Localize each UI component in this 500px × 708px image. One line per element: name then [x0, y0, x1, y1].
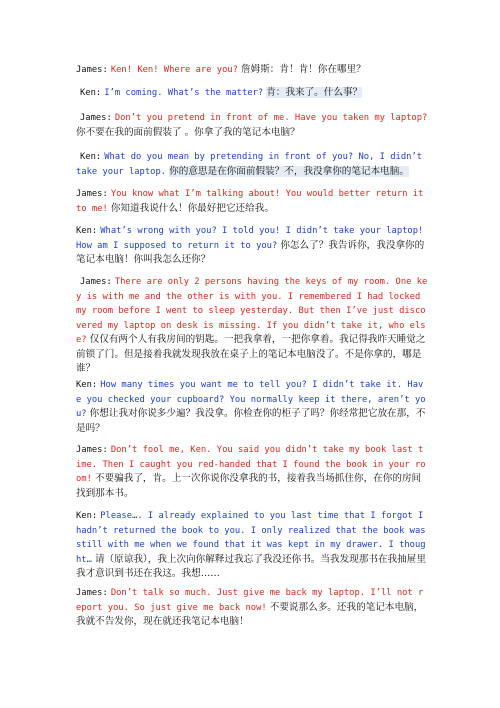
- speaker-label: James:: [76, 445, 108, 455]
- chinese-translation: 你的意思是在你面前假装？不，我没拿你的笔记本电脑。: [169, 165, 409, 177]
- chinese-translation: 请（原谅我），我上次向你解释过我忘了我没还你书。当我发现那书在我抽屉里我才意识到书还在我这。我想……: [76, 553, 426, 579]
- english-text: Don’t you pretend in front of me. Have you taken my laptop?: [114, 113, 428, 123]
- speaker-label: James:: [80, 277, 112, 287]
- chinese-translation: 你想让我对你说多少遍？我没拿。你检查你的柜子了吗？你经常把它放在那，不是吗？: [76, 408, 426, 434]
- chinese-translation: 仅仅有两个人有我房间的钥匙。一把我拿着，一把你拿着。我记得我昨天睡觉之前锁了门。但是接着我就发现我放在桌子上的笔记本电脑没了。不是你拿的，哪是谁？: [76, 334, 426, 374]
- dialogue-line-9: [76, 443, 428, 501]
- speaker-label: Ken:: [80, 152, 102, 162]
- chinese-translation: 詹姆斯：肯！肯！你在哪里？: [241, 64, 366, 75]
- english-text: There are only 2 persons having the keys of my room. One key is with me and the other is with you. I remembered I had locked my room before I went to sleep yesterday. But then I’ve just discovered my laptop on desk is missing. If you didn’t take it, who else?: [76, 277, 428, 345]
- speaker-label: James:: [80, 113, 112, 123]
- dialogue-line-10: [76, 509, 428, 582]
- english-text: Don’t talk so much. Just give me back my laptop. I’ll not report you. So just give me back now!: [76, 588, 424, 613]
- speaker-label: James:: [76, 189, 108, 199]
- chinese-translation: 不要说那么多。还我的笔记本电脑，我就不告发你，现在就还我笔记本电脑！: [76, 601, 424, 627]
- english-text: Ken! Ken! Where are you?: [110, 65, 238, 75]
- chinese-translation: 你不要在我的面前假装了 。你拿了我的笔记本电脑？: [76, 126, 300, 138]
- english-text: Please…. I already explained to you last time that I forgot I hadn’t returned the book to you. I only realized that the book was still with me when we found that it was kept in my drawer. I thought…: [76, 511, 426, 565]
- chinese-translation: 你怎么了？我告诉你，我没拿你的笔记本电脑！你叫我怎么还你？: [76, 239, 425, 265]
- chinese-translation: 肯：我来了。什么事？: [266, 87, 363, 98]
- dialogue-line-7: [76, 275, 428, 377]
- speaker-label: Ken:: [76, 226, 98, 236]
- speaker-label: James:: [76, 65, 108, 75]
- chinese-translation: 不要骗我了，肯。上一次你说你没拿我的书，接着我当场抓住你，在你的房间找到那本书。: [76, 473, 422, 499]
- english-text: Don’t fool me, Ken. You said you didn’t take my book last time. Then I caught you red-handed that I found the book in your room!: [76, 445, 426, 484]
- speaker-label: James:: [76, 588, 108, 598]
- speaker-label: Ken:: [80, 88, 102, 98]
- dialogue-line-5: [76, 187, 428, 216]
- english-text: How many times you want me to tell you? I didn’t take it. Have you checked your cupboard? You normally keep it there, aren’t you?: [76, 380, 426, 419]
- english-text: What’s wrong with you? I told you! I didn’t take your laptop! How am I supposed to return it to you?: [76, 226, 424, 251]
- speaker-label: Ken:: [76, 511, 98, 521]
- english-text: You know what I’m talking about! You would better return it to me!: [76, 189, 424, 214]
- dialogue-line-8: [76, 378, 428, 436]
- dialogue-line-4: [76, 150, 428, 179]
- english-text: I’m coming. What’s the matter?: [104, 88, 264, 98]
- dialogue-line-3: [76, 111, 428, 140]
- english-text: What do you mean by pretending in front of you? No, I didn’t take your laptop.: [76, 152, 423, 177]
- speaker-label: Ken:: [76, 380, 98, 390]
- dialogue-line-2: [76, 86, 428, 101]
- dialogue-line-1: [76, 63, 428, 78]
- chinese-translation: 你知道我说什么！你最好把它还给我。: [110, 202, 274, 214]
- dialogue-line-6: [76, 224, 428, 268]
- dialogue-line-11: [76, 586, 428, 630]
